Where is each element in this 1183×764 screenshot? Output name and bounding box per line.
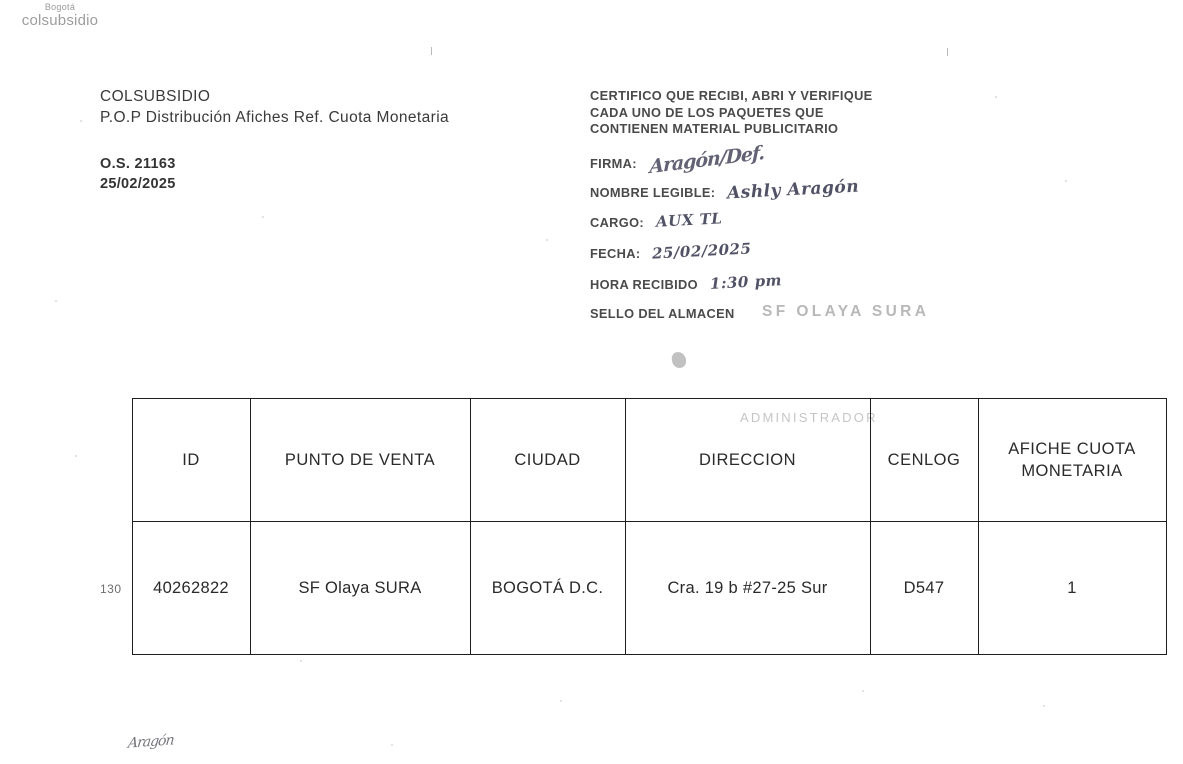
field-fecha-value: 25/02/2025	[651, 238, 753, 263]
scan-speck	[862, 690, 864, 692]
scan-speck	[1065, 180, 1067, 182]
scan-artifact-tick	[947, 48, 948, 56]
scan-speck	[55, 300, 57, 302]
scan-speck	[300, 660, 302, 662]
warehouse-seal-stamp	[0, 0, 120, 28]
field-nombre	[590, 176, 1030, 203]
table-header-cenlog: CENLOG	[870, 399, 978, 522]
field-sello-label: SELLO DEL ALMACEN	[590, 305, 735, 321]
scan-speck	[80, 120, 82, 122]
field-cargo	[590, 208, 1030, 231]
scan-speck	[1043, 705, 1045, 707]
cell-id: 40262822	[132, 522, 250, 655]
table-header-direccion: DIRECCION	[625, 399, 870, 522]
cell-ciudad: BOGOTÁ D.C.	[470, 522, 625, 655]
table-header-rownum	[90, 399, 132, 522]
field-cargo-value: AUX TL	[655, 208, 723, 231]
field-nombre-value: Ashly Aragón	[726, 176, 860, 203]
bottom-handwritten-note: Aragón	[127, 732, 175, 752]
cell-direccion: Cra. 19 b #27-25 Sur	[625, 522, 870, 655]
certification-block	[590, 88, 1030, 324]
field-fecha-label: FECHA:	[590, 245, 641, 261]
field-firma-label: FIRMA:	[590, 155, 637, 171]
table-header-ciudad: CIUDAD	[470, 399, 625, 522]
field-hora-recibido	[590, 270, 1030, 293]
scan-speck	[560, 700, 562, 702]
field-nombre-label: NOMBRE LEGIBLE:	[590, 184, 716, 200]
scan-artifact-tick	[431, 47, 432, 55]
field-firma-value: Aragón/Def.	[649, 141, 765, 178]
table-header-id: ID	[132, 399, 250, 522]
distribution-table-wrap	[90, 398, 1166, 655]
document-subtitle: P.O.P Distribución Afiches Ref. Cuota Monetaria	[100, 109, 450, 126]
field-cargo-label: CARGO:	[590, 214, 644, 230]
seal-city: Bogotá	[44, 2, 76, 12]
row-number-label: 130	[99, 581, 122, 596]
store-stamp-ghost: SF OLAYA SURA	[762, 303, 930, 320]
scan-speck	[546, 239, 548, 241]
table-row	[90, 522, 1166, 655]
administrador-stamp-ghost: ADMINISTRADOR	[740, 410, 878, 425]
order-date: 25/02/2025	[100, 176, 176, 192]
field-fecha	[590, 238, 1030, 263]
ink-blob	[671, 351, 687, 369]
cell-cenlog: D547	[870, 522, 978, 655]
table-header-afiche-cuota-monetaria: AFICHE CUOTA MONETARIA	[978, 399, 1166, 522]
table-header-row	[90, 399, 1166, 522]
document-header-left	[100, 86, 560, 194]
certification-line: CERTIFICO QUE RECIBI, ABRI Y VERIFIQUE	[590, 88, 873, 103]
scan-speck	[262, 216, 264, 218]
distribution-table	[90, 398, 1167, 655]
scan-speck	[391, 744, 393, 746]
certification-line: CADA UNO DE LOS PAQUETES QUE	[590, 104, 824, 120]
order-number: O.S. 21163	[100, 156, 176, 172]
table-row-number	[90, 522, 132, 655]
company-name: COLSUBSIDIO	[100, 88, 211, 105]
cell-afiche-cuota-monetaria: 1	[978, 522, 1166, 655]
table-header-punto-de-venta: PUNTO DE VENTA	[250, 399, 470, 522]
seal-name: colsubsidio	[21, 12, 99, 29]
field-firma	[590, 141, 1030, 178]
scan-speck	[75, 455, 77, 457]
cell-punto-de-venta: SF Olaya SURA	[250, 522, 470, 655]
certification-line: CONTIENEN MATERIAL PUBLICITARIO	[590, 121, 839, 136]
field-hora-value: 1:30 pm	[709, 270, 783, 293]
field-hora-label: HORA RECIBIDO	[590, 276, 698, 292]
